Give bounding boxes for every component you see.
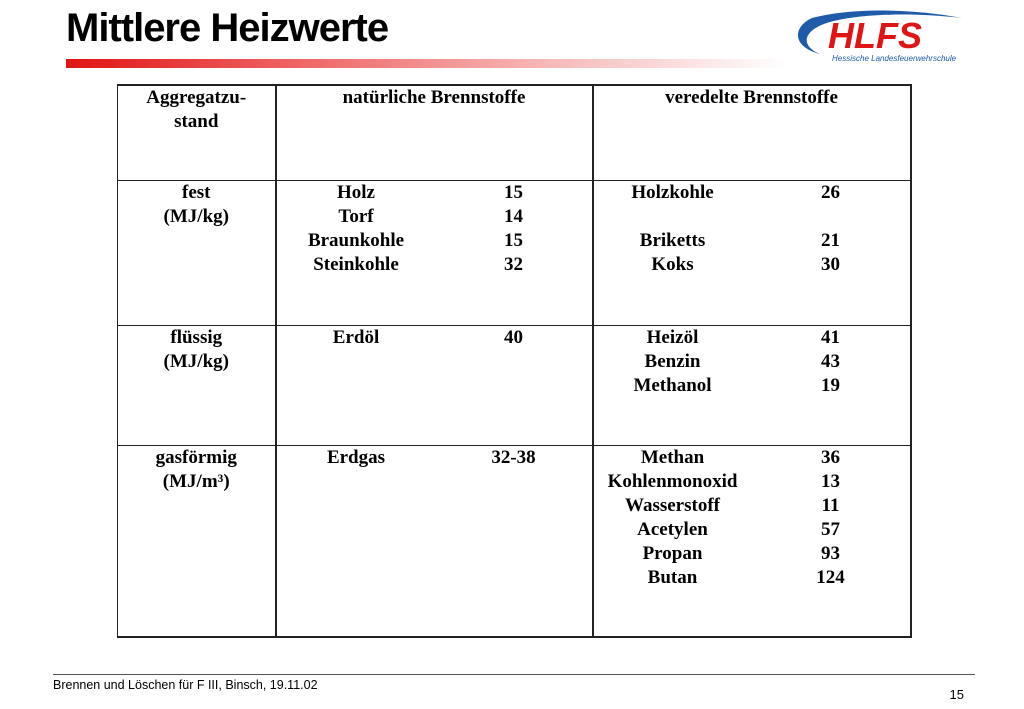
natural-names-gas xyxy=(276,445,436,637)
fuel-name: Methan xyxy=(640,446,705,468)
fuel-value: 11 xyxy=(821,494,840,516)
natural-names-solid xyxy=(276,180,436,325)
fuel-value xyxy=(752,205,910,229)
fuel-value: 41 xyxy=(821,326,840,348)
heating-values-table xyxy=(117,84,912,638)
fuel-value: 93 xyxy=(821,542,840,564)
fuel-name: Holzkohle xyxy=(631,181,714,203)
fuel-value: 36 xyxy=(821,446,840,468)
fuel-name: Benzin xyxy=(644,350,701,372)
header-refined-fuels: veredelte Brennstoffe xyxy=(593,85,911,180)
state-unit: (MJ/kg) xyxy=(163,350,229,372)
page-number: 15 xyxy=(949,687,964,702)
fuel-name: Kohlenmonoxid xyxy=(607,470,738,492)
logo-subtitle: Hessische Landesfeuerwehrschule xyxy=(832,54,957,63)
fuel-name: Braunkohle xyxy=(307,229,405,251)
fuel-value: 32-38 xyxy=(491,446,536,468)
fuel-value: 57 xyxy=(821,518,840,540)
state-cell-liquid xyxy=(118,325,276,445)
fuel-name: Steinkohle xyxy=(313,253,399,275)
refined-values-liquid xyxy=(752,325,911,445)
refined-names-liquid xyxy=(593,325,752,445)
fuel-name: Propan xyxy=(642,542,703,564)
title-underline xyxy=(66,59,786,68)
fuel-value: 13 xyxy=(821,470,840,492)
fuel-name: Briketts xyxy=(639,229,706,251)
fuel-name: Heizöl xyxy=(646,326,699,348)
fuel-value: 14 xyxy=(504,205,523,227)
natural-values-solid xyxy=(436,180,593,325)
state-cell-gas xyxy=(118,445,276,637)
slide-title: Mittlere Heizwerte xyxy=(66,6,389,50)
footer-divider xyxy=(53,674,975,675)
state-label: gasförmig xyxy=(155,446,237,468)
header-natural-fuels: natürliche Brennstoffe xyxy=(276,85,593,180)
fuel-name: Wasserstoff xyxy=(625,494,720,516)
state-cell-solid xyxy=(118,180,276,325)
footer-text: Brennen und Löschen für F III, Binsch, 19.11.02 xyxy=(53,678,318,692)
fuel-value: 43 xyxy=(821,350,840,372)
fuel-name: Torf xyxy=(338,205,374,227)
fuel-value: 19 xyxy=(821,374,840,396)
header-state-line2: stand xyxy=(174,111,219,132)
fuel-value: 32 xyxy=(504,253,523,275)
fuel-name: Erdgas xyxy=(326,446,386,468)
refined-names-gas xyxy=(593,445,752,637)
header-aggregate-state xyxy=(118,85,276,180)
fuel-value: 15 xyxy=(504,181,523,203)
fuel-name: Koks xyxy=(651,253,694,275)
fuel-value: 30 xyxy=(821,253,840,275)
fuel-name: Holz xyxy=(337,181,375,203)
fuel-name: Butan xyxy=(647,566,698,588)
header-state-line1: Aggregatzu- xyxy=(146,87,247,108)
fuel-name: Methanol xyxy=(633,374,712,396)
refined-values-solid xyxy=(752,180,911,325)
refined-names-solid xyxy=(593,180,752,325)
logo-wordmark: HLFS xyxy=(828,15,922,56)
hlfs-logo xyxy=(790,6,964,64)
fuel-value: 15 xyxy=(504,229,523,251)
fuel-name: Erdöl xyxy=(332,326,380,348)
state-label: fest xyxy=(182,181,211,203)
fuel-name: Acetylen xyxy=(637,518,708,540)
state-label: flüssig xyxy=(170,326,223,348)
refined-values-gas xyxy=(752,445,911,637)
natural-names-liquid xyxy=(276,325,436,445)
fuel-value: 26 xyxy=(821,181,840,203)
natural-values-liquid xyxy=(436,325,593,445)
fuel-value: 124 xyxy=(816,566,845,588)
state-unit: (MJ/m³) xyxy=(162,470,230,492)
fuel-value: 21 xyxy=(821,229,840,251)
state-unit: (MJ/kg) xyxy=(163,205,229,227)
fuel-value: 40 xyxy=(504,326,523,348)
fuel-name xyxy=(594,205,752,229)
natural-values-gas xyxy=(436,445,593,637)
